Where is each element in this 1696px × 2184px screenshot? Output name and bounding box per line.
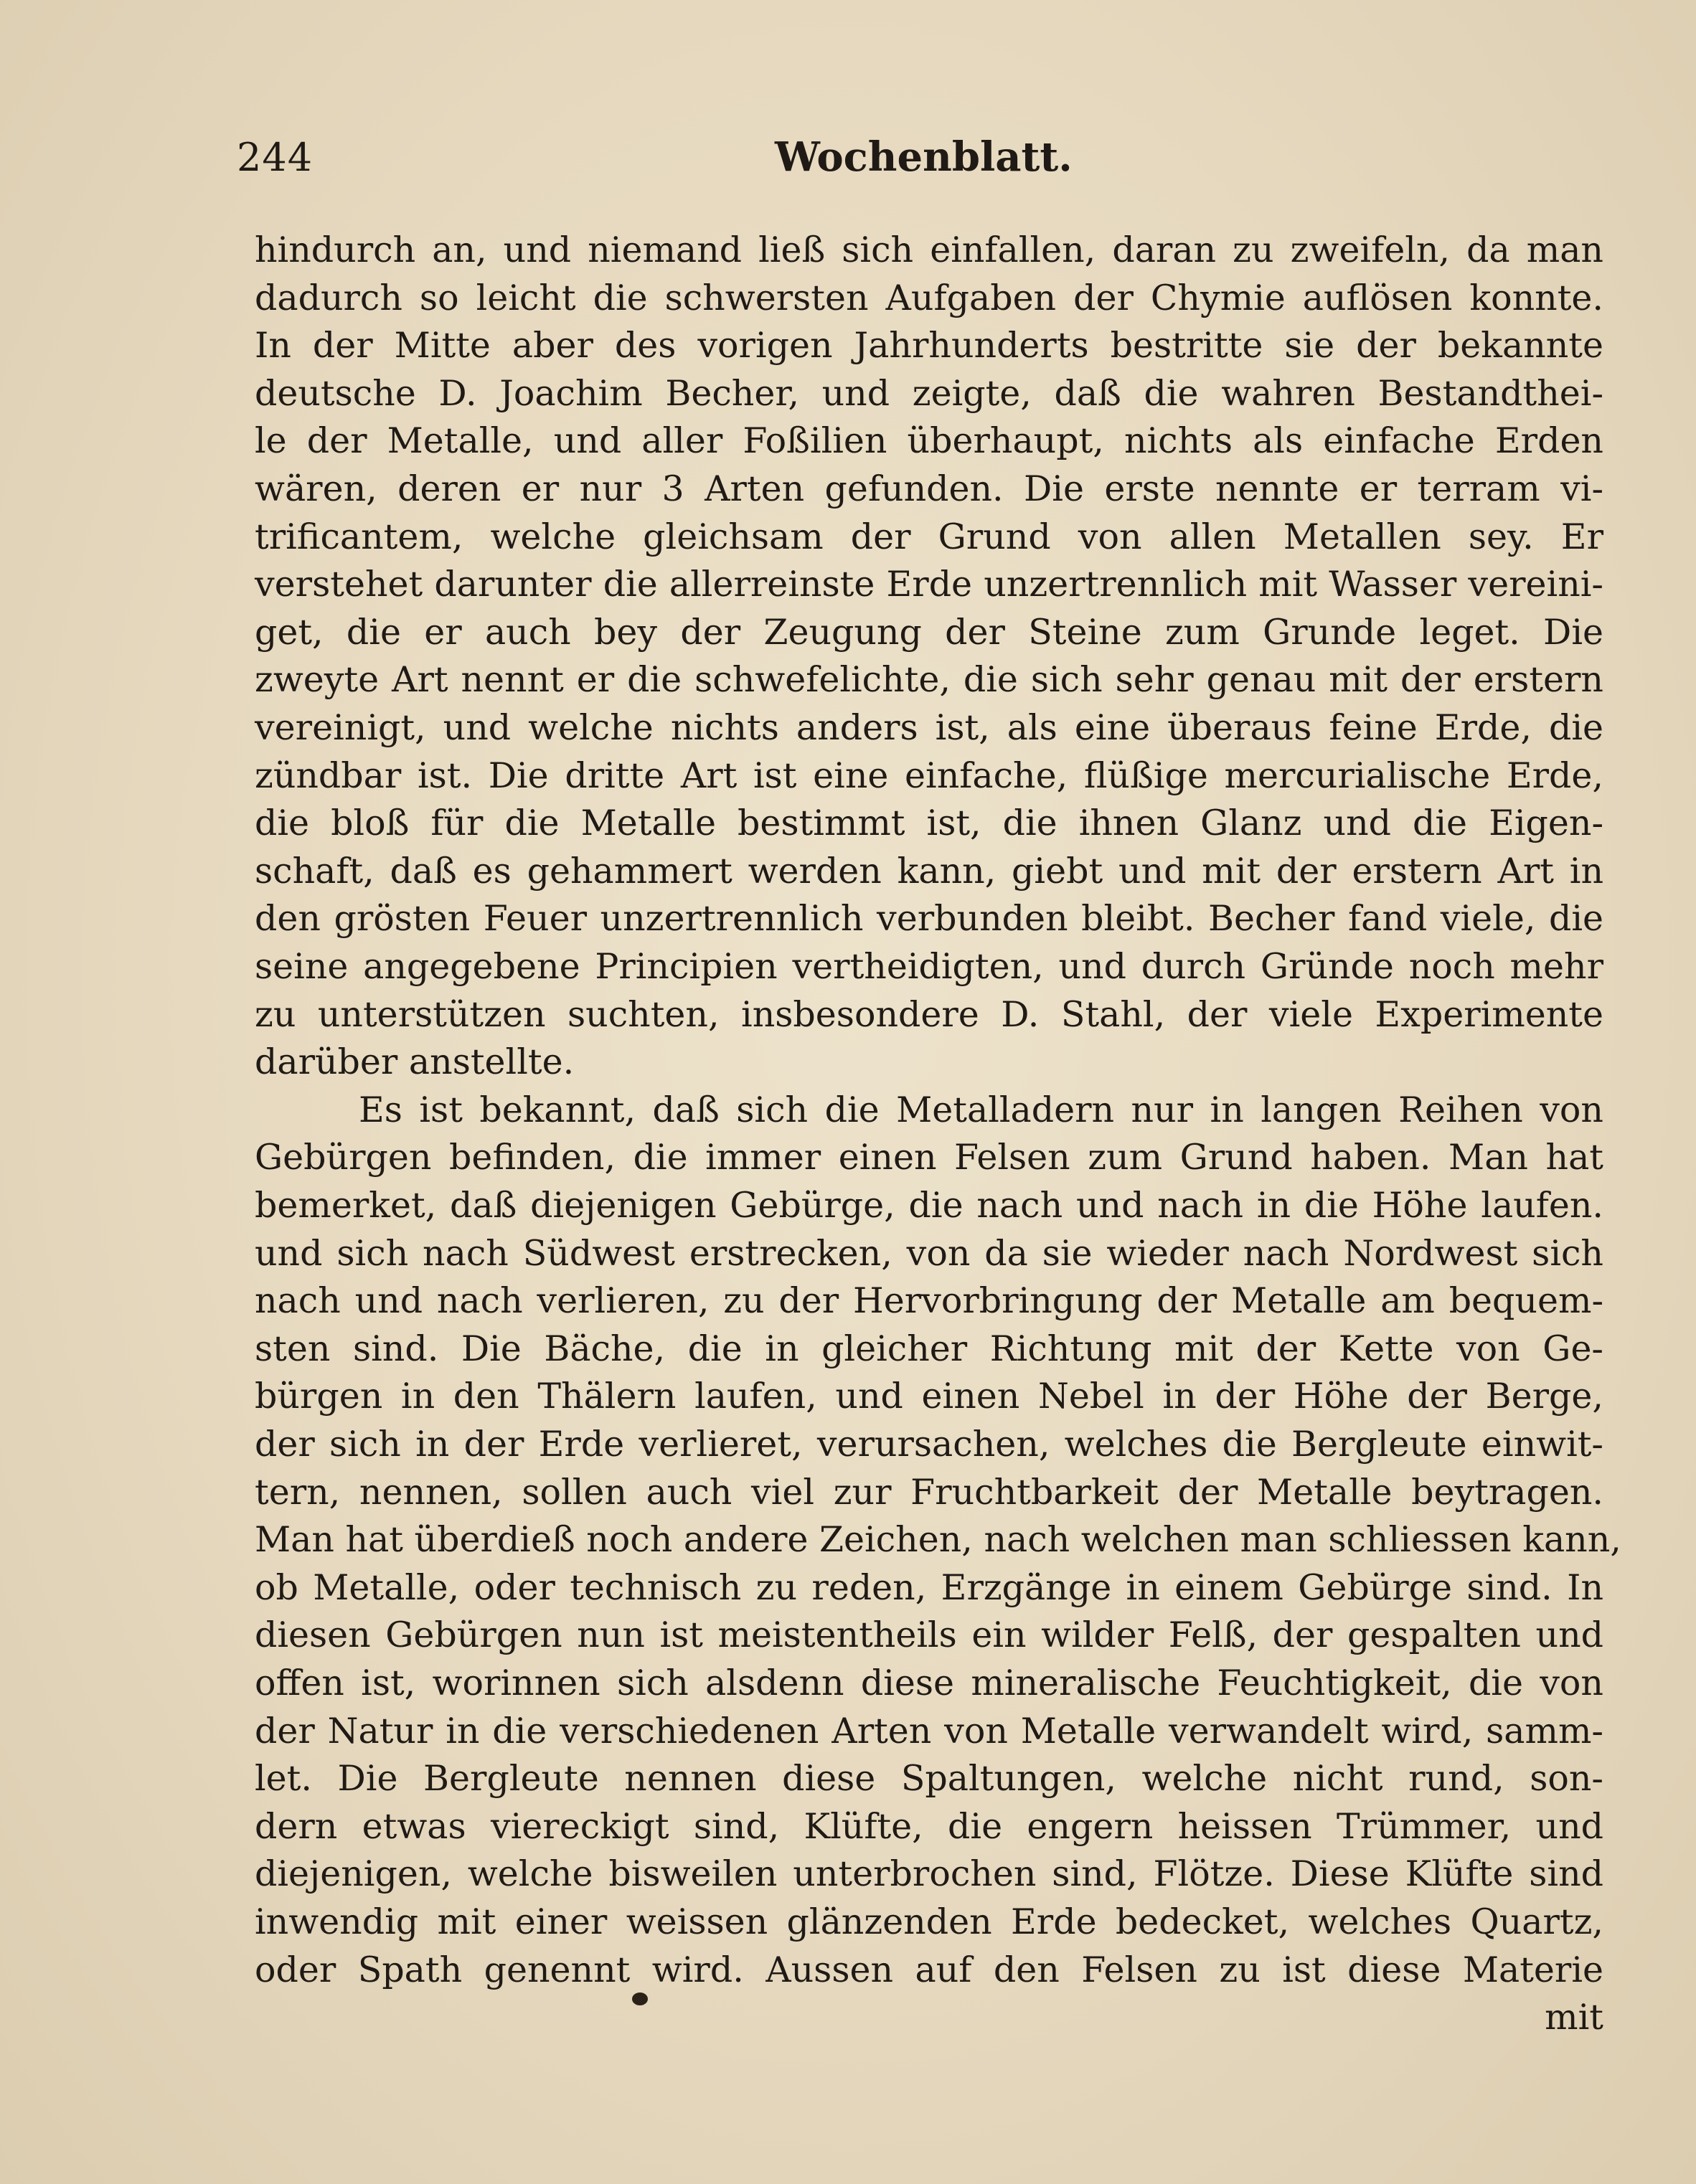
ink-blot [632,1992,648,2005]
text-line: Man hat überdieß noch andere Zeichen, nach welchen man schliessen kann, [255,1519,1621,1560]
text-line: In der Mitte aber des vorigen Jahrhunderts bestritte sie der bekannte [255,325,1603,366]
text-line: zu unterstützen suchten, insbesondere D. Stahl, der viele Experimente [255,994,1603,1035]
text-line: hindurch an, und niemand ließ sich einfallen, daran zu zweifeln, da man [255,230,1603,270]
text-line: diejenigen, welche bisweilen unterbrochen sind, Flötze. Diese Klüfte sind [255,1853,1603,1894]
text-line: nach und nach verlieren, zu der Hervorbringung der Metalle am bequem- [255,1280,1603,1321]
text-line: ob Metalle, oder technisch zu reden, Erzgänge in einem Gebürge sind. In [255,1567,1603,1608]
text-line: get, die er auch bey der Zeugung der Steine zum Grunde leget. Die [255,612,1603,653]
text-line: offen ist, worinnen sich alsdenn diese mineralische Feuchtigkeit, die von [255,1663,1603,1703]
text-line: darüber anstellte. [255,1041,575,1082]
text-line: oder Spath genennt wird. Aussen auf den Felsen zu ist diese Materie [255,1949,1603,1990]
text-line: Es ist bekannt, daß sich die Metalladern nur in langen Reihen von [359,1089,1603,1130]
text-line: Gebürgen befinden, die immer einen Felsen zum Grund haben. Man hat [255,1137,1603,1178]
text-line: seine angegebene Principien vertheidigten, und durch Gründe noch mehr [255,946,1603,987]
text-line: trificantem, welche gleichsam der Grund von allen Metallen sey. Er [255,516,1603,557]
text-line: bürgen in den Thälern laufen, und einen Nebel in der Höhe der Berge, [255,1376,1603,1417]
running-head: Wochenblatt. [775,133,1073,181]
text-line: zündbar ist. Die dritte Art ist eine einfache, flüßige mercurialische Erde, [255,755,1603,796]
text-line: vereinigt, und welche nichts anders ist, als eine überaus feine Erde, die [255,707,1603,748]
catchword: mit [1545,1997,1603,2038]
text-line: diesen Gebürgen nun ist meistentheils ein wilder Felß, der gespalten und [255,1615,1603,1655]
text-line: inwendig mit einer weissen glänzenden Erde bedecket, welches Quartz, [255,1901,1603,1942]
text-line: und sich nach Südwest erstrecken, von da sie wieder nach Nordwest sich [255,1233,1603,1274]
text-line: dadurch so leicht die schwersten Aufgaben der Chymie auflösen konnte. [255,278,1603,318]
text-line: le der Metalle, und aller Foßilien überhaupt, nichts als einfache Erden [255,420,1603,461]
page-number: 244 [237,135,314,180]
text-line: sten sind. Die Bäche, die in gleicher Richtung mit der Kette von Ge- [255,1328,1603,1369]
text-line: bemerket, daß diejenigen Gebürge, die nach und nach in die Höhe laufen. [255,1185,1603,1226]
text-line: den grösten Feuer unzertrennlich verbunden bleibt. Becher fand viele, die [255,898,1603,939]
text-line: tern, nennen, sollen auch viel zur Fruchtbarkeit der Metalle beytragen. [255,1472,1603,1513]
text-line: schaft, daß es gehammert werden kann, giebt und mit der erstern Art in [255,851,1603,892]
text-line: der sich in der Erde verlieret, verursachen, welches die Bergleute einwit- [255,1424,1603,1465]
text-line: der Natur in die verschiedenen Arten von Metalle verwandelt wird, samm- [255,1711,1603,1752]
text-line: zweyte Art nennt er die schwefelichte, die sich sehr genau mit der erstern [255,659,1603,700]
text-line: let. Die Bergleute nennen diese Spaltungen, welche nicht rund, son- [255,1758,1603,1799]
text-line: die bloß für die Metalle bestimmt ist, die ihnen Glanz und die Eigen- [255,803,1603,843]
text-line: wären, deren er nur 3 Arten gefunden. Die erste nennte er terram vi- [255,468,1603,509]
text-line: verstehet darunter die allerreinste Erde unzertrennlich mit Wasser vereini- [255,564,1603,605]
text-line: deutsche D. Joachim Becher, und zeigte, daß die wahren Bestandthei- [255,373,1603,414]
text-line: dern etwas viereckigt sind, Klüfte, die engern heissen Trümmer, und [255,1806,1603,1847]
